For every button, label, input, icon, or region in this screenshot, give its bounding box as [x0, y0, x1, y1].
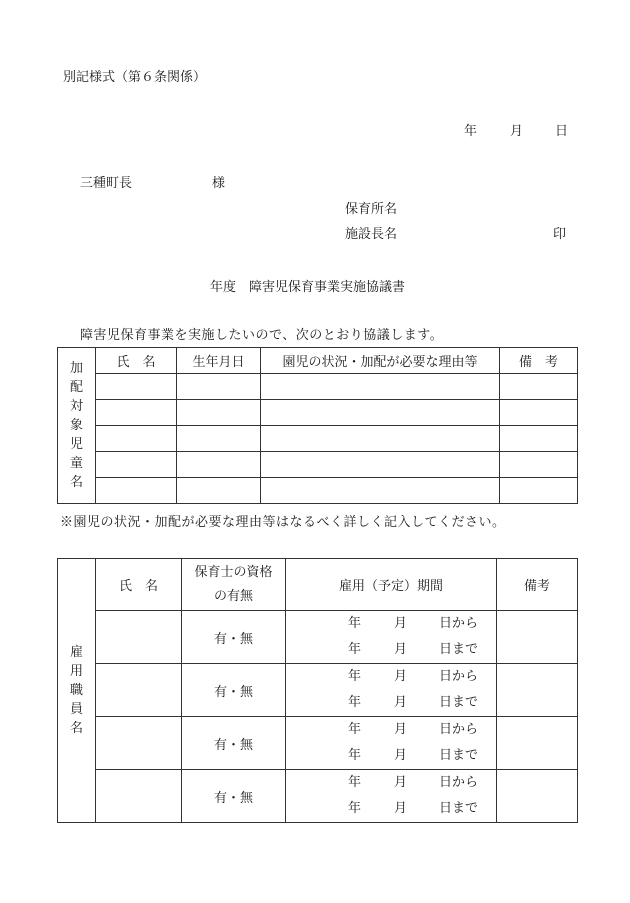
header-staff-remarks: 備考 [497, 559, 578, 611]
qualification-cell[interactable]: 有・無 [182, 611, 286, 664]
header-reason: 園児の状況・加配が必要な理由等 [261, 348, 500, 374]
name-cell[interactable] [96, 452, 177, 478]
table-row [58, 400, 578, 426]
remarks-cell[interactable] [500, 400, 578, 426]
staff-name-cell[interactable] [96, 611, 182, 664]
addressee: 三種町長 [80, 176, 133, 191]
table-row [58, 426, 578, 452]
period-cell[interactable]: 年 月 日から 年 月 日まで [286, 664, 497, 717]
table1-note: ※園児の状況・加配が必要な理由等はなるべく詳しく記入してください。 [60, 515, 506, 530]
employed-staff-side-label: 雇 用 職 員 名 [58, 559, 96, 823]
staff-name-cell[interactable] [96, 770, 182, 823]
remarks-cell[interactable] [500, 452, 578, 478]
header-qualification: 保育士の資格 の有無 [182, 559, 286, 611]
header-remarks: 備 考 [500, 348, 578, 374]
employed-staff-table [57, 558, 578, 823]
date-year-label: 年 [464, 124, 478, 139]
header-birthdate: 生年月日 [177, 348, 261, 374]
date-month-label: 月 [510, 124, 524, 139]
target-children-side-label: 加 配 対 象 児 童 名 [58, 348, 96, 504]
date-day-label: 日 [555, 124, 569, 139]
birthdate-cell[interactable] [177, 400, 261, 426]
name-cell[interactable] [96, 400, 177, 426]
reason-cell[interactable] [261, 400, 500, 426]
intro-text: 障害児保育事業を実施したいので、次のとおり協議します。 [80, 328, 444, 343]
honorific: 様 [212, 176, 226, 191]
name-cell[interactable] [96, 426, 177, 452]
header-employment-period: 雇用（予定）期間 [286, 559, 497, 611]
document-title: 年度 障害児保育事業実施協議書 [210, 280, 406, 295]
header-name: 氏 名 [96, 348, 177, 374]
director-label: 施設長名 [345, 227, 398, 242]
reason-cell[interactable] [261, 478, 500, 504]
table-row [58, 452, 578, 478]
staff-name-cell[interactable] [96, 664, 182, 717]
remarks-cell[interactable] [500, 478, 578, 504]
seal-mark: 印 [553, 227, 567, 242]
staff-name-cell[interactable] [96, 717, 182, 770]
reason-cell[interactable] [261, 374, 500, 400]
birthdate-cell[interactable] [177, 426, 261, 452]
staff-remarks-cell[interactable] [497, 611, 578, 664]
name-cell[interactable] [96, 374, 177, 400]
staff-remarks-cell[interactable] [497, 664, 578, 717]
staff-remarks-cell[interactable] [497, 770, 578, 823]
birthdate-cell[interactable] [177, 478, 261, 504]
header-staff-name: 氏 名 [96, 559, 182, 611]
birthdate-cell[interactable] [177, 374, 261, 400]
table-row [58, 478, 578, 504]
target-children-table [57, 347, 578, 504]
table-row [58, 770, 578, 823]
name-cell[interactable] [96, 478, 177, 504]
staff-remarks-cell[interactable] [497, 717, 578, 770]
qualification-cell[interactable]: 有・無 [182, 717, 286, 770]
birthdate-cell[interactable] [177, 452, 261, 478]
table-row [58, 717, 578, 770]
qualification-cell[interactable]: 有・無 [182, 664, 286, 717]
reason-cell[interactable] [261, 426, 500, 452]
period-cell[interactable]: 年 月 日から 年 月 日まで [286, 717, 497, 770]
reason-cell[interactable] [261, 452, 500, 478]
remarks-cell[interactable] [500, 374, 578, 400]
table-row [58, 374, 578, 400]
form-label: 別記様式（第６条関係） [63, 70, 207, 85]
table-row [58, 664, 578, 717]
qualification-cell[interactable]: 有・無 [182, 770, 286, 823]
table-row [58, 611, 578, 664]
period-cell[interactable]: 年 月 日から 年 月 日まで [286, 611, 497, 664]
remarks-cell[interactable] [500, 426, 578, 452]
facility-label: 保育所名 [345, 202, 398, 217]
period-cell[interactable]: 年 月 日から 年 月 日まで [286, 770, 497, 823]
